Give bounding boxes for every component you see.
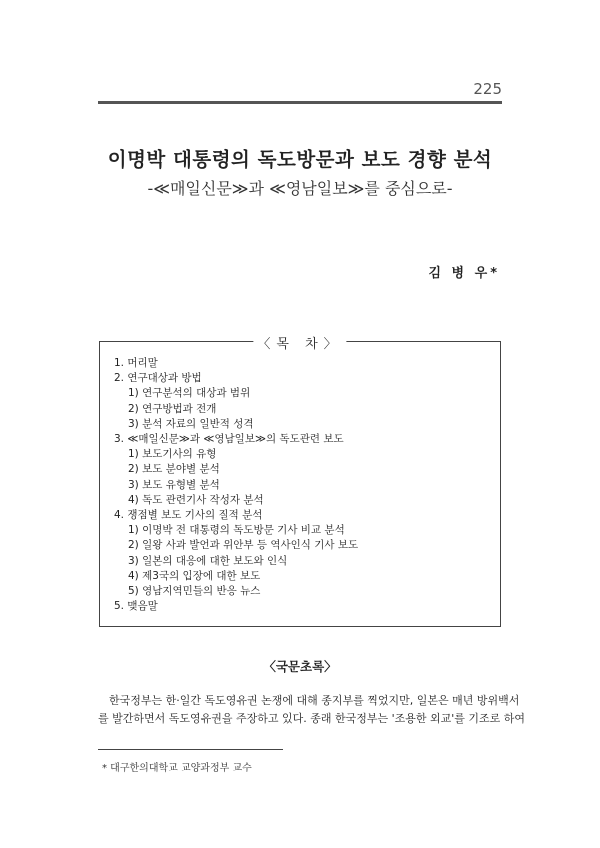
paper-title: 이명박 대통령의 독도방문과 보도 경향 분석 — [107, 148, 493, 171]
toc-subitem: 4) 제3국의 입장에 대한 보도 — [128, 569, 261, 582]
toc-list — [114, 356, 490, 614]
paper-subtitle: -≪매일신문≫과 ≪영남일보≫를 중심으로- — [147, 179, 453, 198]
toc-heading: 〈목 차〉 — [253, 333, 346, 352]
toc-subitem: 4) 독도 관련기사 작성자 분석 — [128, 493, 264, 506]
toc-item: 1. 머리말 — [114, 357, 158, 369]
toc-subitem: 1) 이명박 전 대통령의 독도방문 기사 비교 분석 — [128, 524, 345, 537]
toc-subitem: 3) 일본의 대응에 대한 보도와 인식 — [128, 554, 288, 567]
toc-subitem: 1) 연구분석의 대상과 범위 — [128, 387, 251, 400]
toc-subitem: 2) 일왕 사과 발언과 위안부 등 역사인식 기사 보도 — [128, 539, 359, 552]
abstract-body — [98, 692, 526, 728]
abstract-line: 를 발간하면서 독도영유권을 주장하고 있다. 종래 한국정부는 '조용한 외교'를 기조로 하여 — [98, 712, 526, 725]
abstract-line: 한국정부는 한·일간 독도영유권 논쟁에 대해 종지부를 찍었지만, 일본은 매년 방위백서 — [109, 694, 520, 707]
header-rule — [98, 101, 502, 104]
author-name: 김 병 우* — [428, 266, 500, 281]
toc-subitem: 2) 보도 분야별 분석 — [128, 463, 220, 476]
toc-subitem: 3) 분석 자료의 일반적 성격 — [128, 417, 254, 430]
toc-item: 2. 연구대상과 방법 — [114, 372, 202, 385]
toc-subitem: 1) 보도기사의 유형 — [128, 448, 217, 461]
toc-item: 3. ≪매일신문≫과 ≪영남일보≫의 독도관련 보도 — [114, 433, 344, 446]
toc-item: 5. 맺음말 — [114, 600, 158, 613]
abstract-heading: 〈국문초록〉 — [263, 659, 337, 674]
footnote-rule — [98, 749, 283, 750]
toc-item: 4. 쟁점별 보도 기사의 질적 분석 — [114, 509, 263, 522]
footnote: * 대구한의대학교 교양과정부 교수 — [102, 763, 252, 774]
page-number: 225 — [473, 80, 502, 98]
table-of-contents — [99, 337, 501, 627]
toc-subitem: 2) 연구방법과 전개 — [128, 402, 217, 415]
toc-subitem: 3) 보도 유형별 분석 — [128, 478, 220, 491]
toc-subitem: 5) 영남지역민들의 반응 뉴스 — [128, 585, 261, 598]
